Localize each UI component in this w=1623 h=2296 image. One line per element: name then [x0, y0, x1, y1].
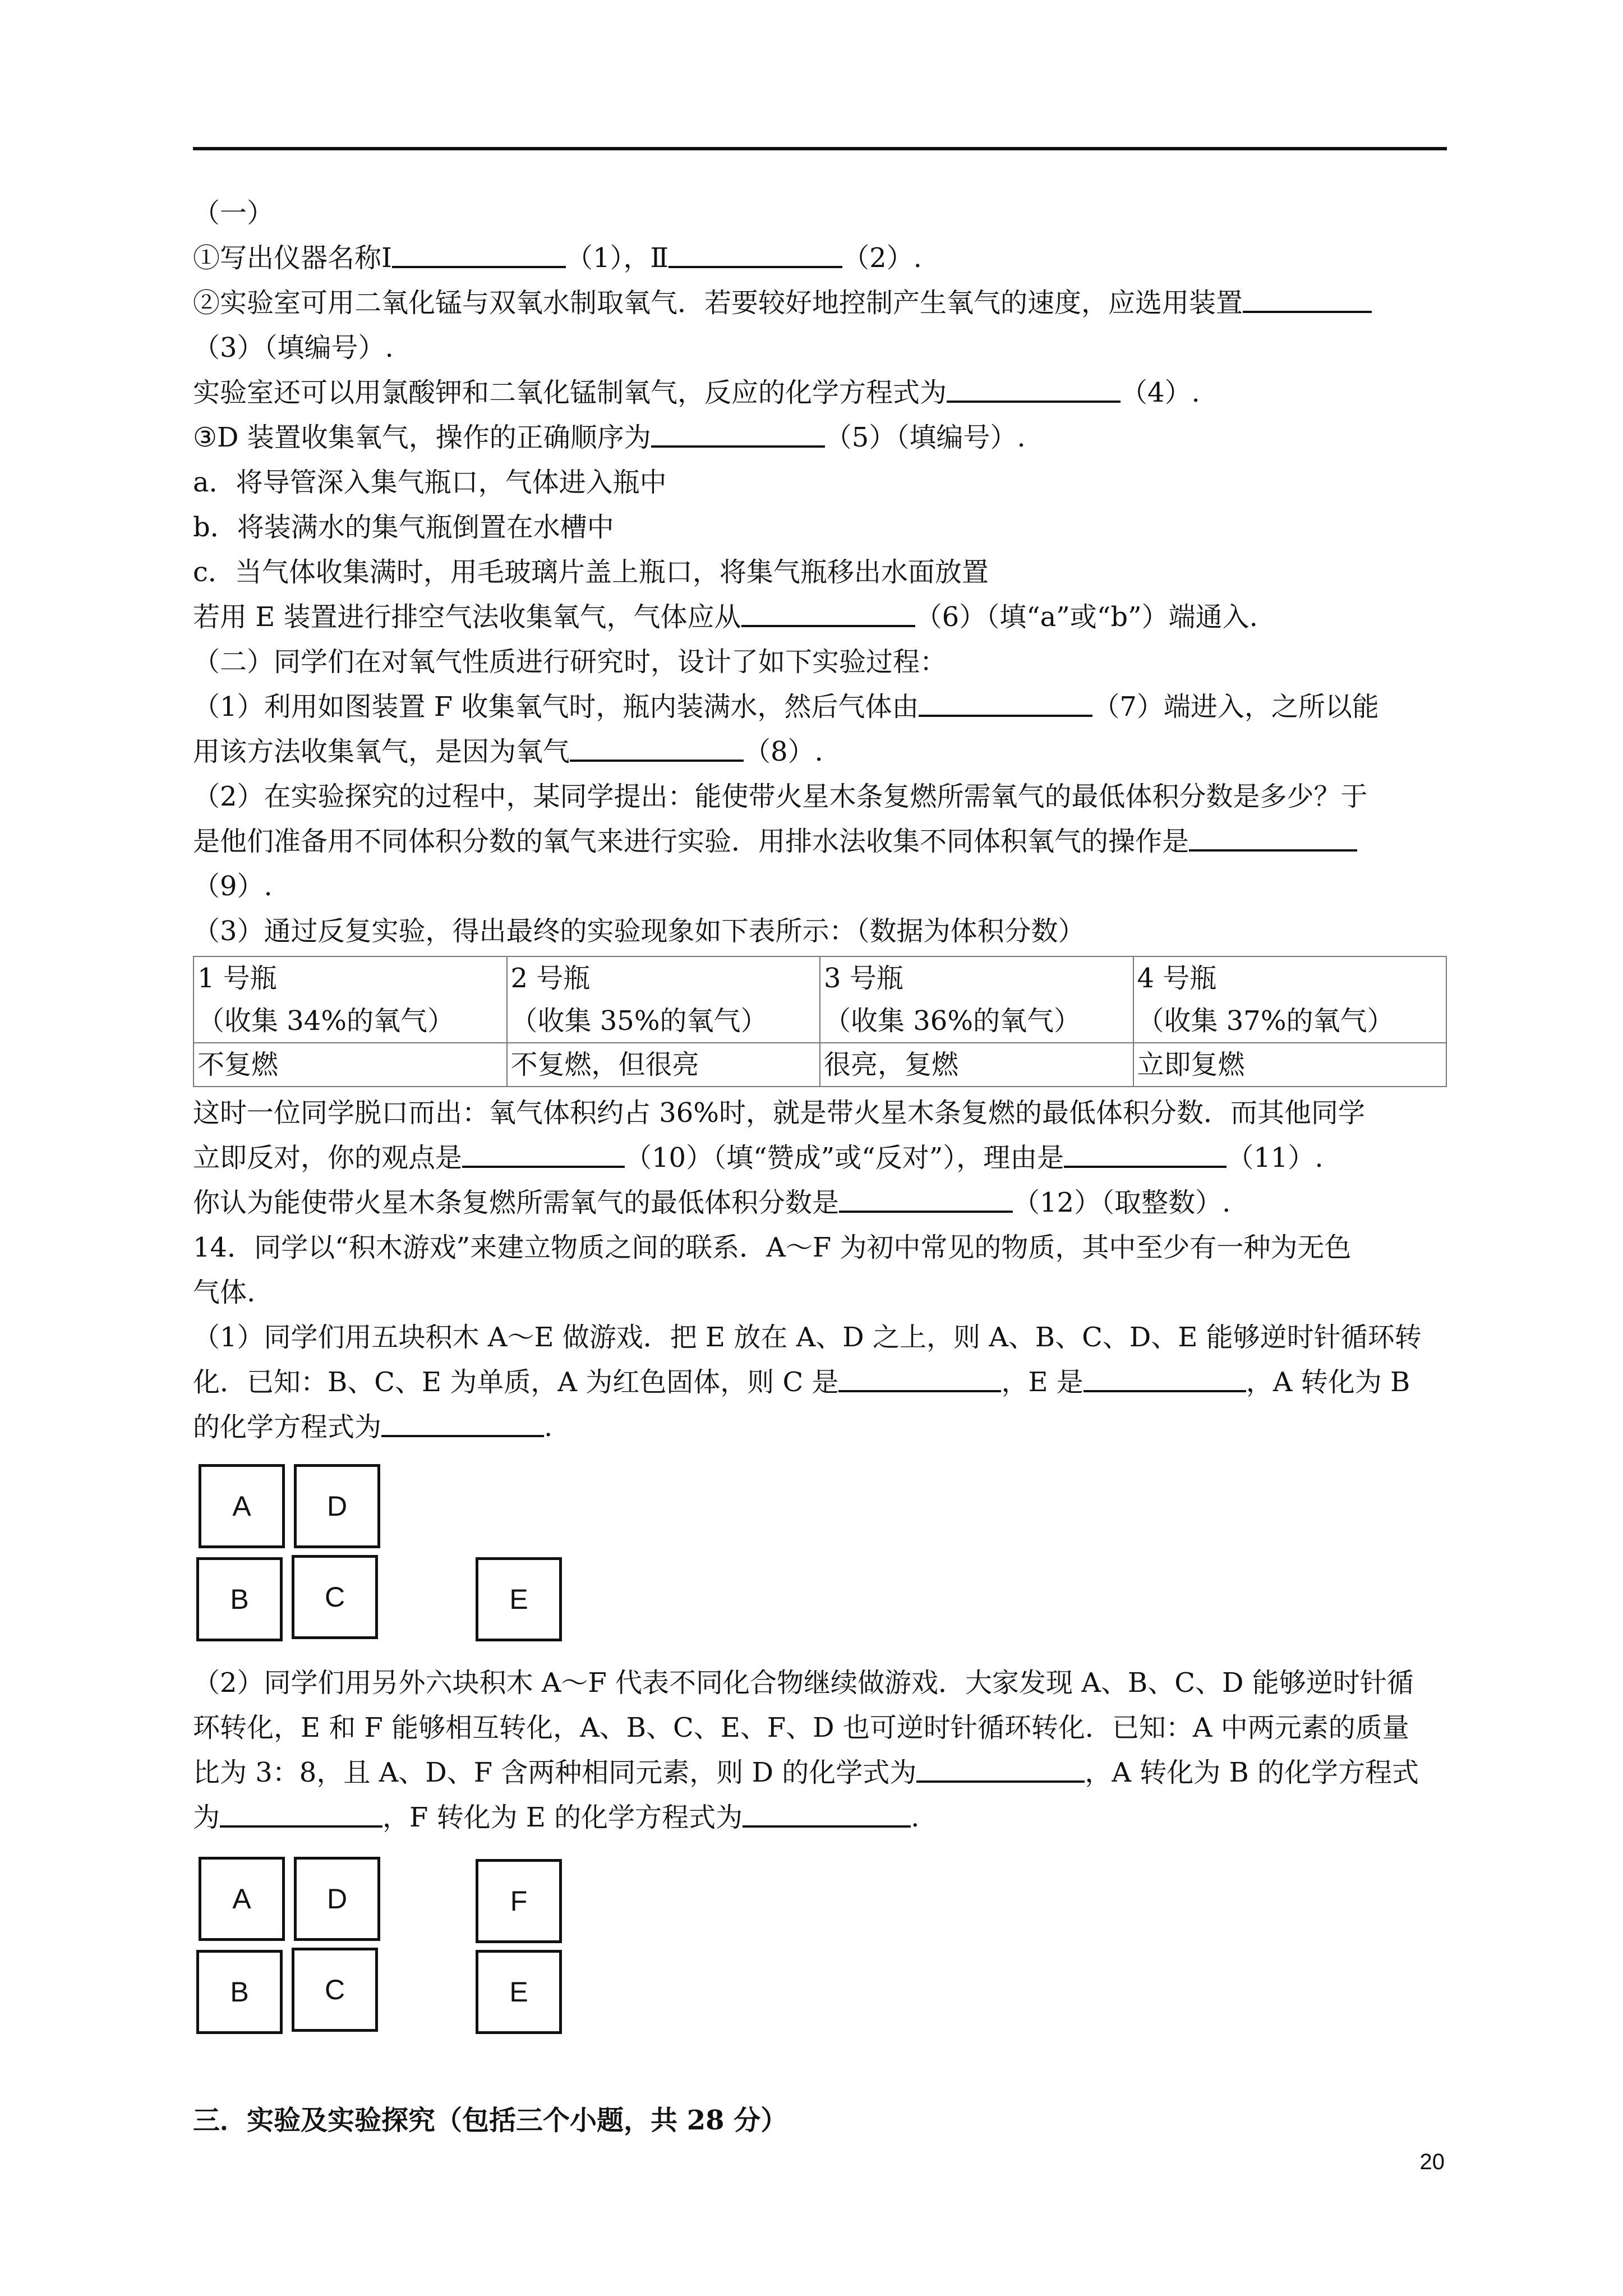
table-cell: 2 号瓶 （收集 35%的氧气）	[507, 956, 820, 1043]
block-b: B	[196, 1557, 283, 1641]
document-body	[193, 191, 1447, 2143]
answer-blank-12[interactable]	[839, 1180, 1013, 1213]
question-line: 是他们准备用不同体积分数的氧气来进行实验．用排水法收集不同体积氧气的操作是	[193, 819, 1447, 864]
question-line: 环转化，E 和 F 能够相互转化，A、B、C、E、F、D 也可逆时针循环转化．已知：A 中两元素的质量	[193, 1712, 1409, 1743]
table-cell: 很亮，复燃	[820, 1043, 1133, 1087]
question-line: 你认为能使带火星木条复燃所需氧气的最低体积分数是 （12）（取整数）.	[193, 1180, 1447, 1225]
table-cell: 4 号瓶 （收集 37%的氧气）	[1133, 956, 1447, 1043]
table-header-row	[193, 956, 1446, 1043]
question-line: 为 ，F 转化为 E 的化学方程式为 .	[193, 1795, 1447, 1840]
answer-blank-9[interactable]	[1189, 819, 1357, 852]
question-line: ①写出仪器名称Ⅰ （1），Ⅱ （2）.	[193, 236, 1447, 280]
question-line: （2）在实验探究的过程中，某同学提出：能使带火星木条复燃所需氧气的最低体积分数是多少？于	[193, 781, 1368, 812]
question-line: 实验室还可以用氯酸钾和二氧化锰制氧气，反应的化学方程式为 （4）.	[193, 370, 1447, 415]
question-line: （9）.	[193, 871, 273, 902]
answer-blank-e[interactable]	[1083, 1360, 1246, 1392]
question-line: （1）同学们用五块积木 A～E 做游戏．把 E 放在 A、D 之上，则 A、B、C、D、E 能够逆时针循环转	[193, 1322, 1422, 1353]
block-e: E	[476, 1557, 562, 1641]
question-line: 若用 E 装置进行排空气法收集氧气，气体应从 （6）（填“a”或“b”）端通入.	[193, 595, 1447, 639]
header-rule	[193, 147, 1447, 150]
section-heading: 三．实验及实验探究（包括三个小题，共 28 分）	[193, 2105, 788, 2136]
answer-blank-11[interactable]	[1064, 1135, 1227, 1168]
question-line: 化．已知：B、C、E 为单质，A 为红色固体，则 C 是 ，E 是 ，A 转化为 B	[193, 1360, 1447, 1405]
page-number: 20	[1419, 2150, 1445, 2174]
question-line: 的化学方程式为 .	[193, 1405, 1447, 1450]
block-e: E	[476, 1950, 562, 2034]
question-line: 气体.	[193, 1277, 256, 1308]
part-one-label: （一）	[193, 197, 274, 229]
option-c: c．当气体收集满时，用毛玻璃片盖上瓶口，将集气瓶移出水面放置	[193, 556, 989, 588]
answer-blank-c[interactable]	[838, 1360, 1001, 1392]
answer-blank-7[interactable]	[919, 684, 1092, 717]
block-a: A	[199, 1464, 285, 1548]
block-diagram-five	[193, 1464, 1447, 1649]
answer-blank-equation[interactable]	[381, 1405, 544, 1437]
answer-blank-8[interactable]	[570, 729, 744, 762]
answer-blank-f-to-e[interactable]	[743, 1795, 911, 1828]
question-line: 这时一位同学脱口而出：氧气体积约占 36%时，就是带火星木条复燃的最低体积分数．而其他同学	[193, 1097, 1365, 1129]
table-intro: （3）通过反复实验，得出最终的实验现象如下表所示：（数据为体积分数）	[193, 915, 1085, 947]
question-line: （3）（填编号）.	[193, 332, 394, 364]
question-line: 比为 3：8，且 A、D、F 含两种相同元素，则 D 的化学式为 ，A 转化为 B 的化学方程式	[193, 1750, 1447, 1795]
block-a: A	[199, 1857, 285, 1941]
answer-blank-d-formula[interactable]	[916, 1750, 1085, 1783]
block-f: F	[476, 1859, 562, 1943]
answer-blank-6[interactable]	[741, 595, 915, 627]
question-line: ②实验室可用二氧化锰与双氧水制取氧气．若要较好地控制产生氧气的速度，应选用装置	[193, 280, 1447, 325]
table-cell: 不复燃	[193, 1043, 507, 1087]
block-d: D	[294, 1857, 380, 1941]
answer-blank-10[interactable]	[462, 1135, 625, 1168]
answer-blank-a-to-b[interactable]	[220, 1795, 382, 1828]
block-c: C	[292, 1948, 378, 2032]
table-row	[193, 1043, 1446, 1087]
answer-blank-5[interactable]	[651, 415, 825, 448]
question-line: 用该方法收集氧气，是因为氧气 （8）.	[193, 729, 1447, 774]
results-table	[193, 956, 1447, 1087]
answer-blank-2[interactable]	[668, 236, 842, 268]
part-two-intro: （二）同学们在对氧气性质进行研究时，设计了如下实验过程：	[193, 646, 947, 678]
question-line: 立即反对，你的观点是 （10）（填“赞成”或“反对”），理由是 （11）.	[193, 1135, 1447, 1180]
block-c: C	[292, 1555, 378, 1639]
table-cell: 不复燃，但很亮	[507, 1043, 820, 1087]
question-line: ③D 装置收集氧气，操作的正确顺序为 （5）（填编号）.	[193, 415, 1447, 460]
question-line: （2）同学们用另外六块积木 A～F 代表不同化合物继续做游戏．大家发现 A、B、C、D 能够逆时针循	[193, 1667, 1414, 1699]
table-cell: 立即复燃	[1133, 1043, 1447, 1087]
option-b: b．将装满水的集气瓶倒置在水槽中	[193, 512, 614, 543]
table-cell: 3 号瓶 （收集 36%的氧气）	[820, 956, 1133, 1043]
table-cell: 1 号瓶 （收集 34%的氧气）	[193, 956, 507, 1043]
answer-blank-4[interactable]	[947, 370, 1121, 403]
block-diagram-six	[193, 1857, 1447, 2042]
answer-blank-3[interactable]	[1243, 280, 1372, 313]
answer-blank-1[interactable]	[392, 236, 566, 268]
block-b: B	[196, 1950, 283, 2034]
question-line: （1）利用如图装置 F 收集氧气时，瓶内装满水，然后气体由 （7）端进入，之所以能	[193, 684, 1447, 729]
question-14-stem: 14．同学以“积木游戏”来建立物质之间的联系．A～F 为初中常见的物质，其中至少有一种为无色	[193, 1232, 1352, 1263]
option-a: a．将导管深入集气瓶口，气体进入瓶中	[193, 467, 667, 498]
block-d: D	[294, 1464, 380, 1548]
